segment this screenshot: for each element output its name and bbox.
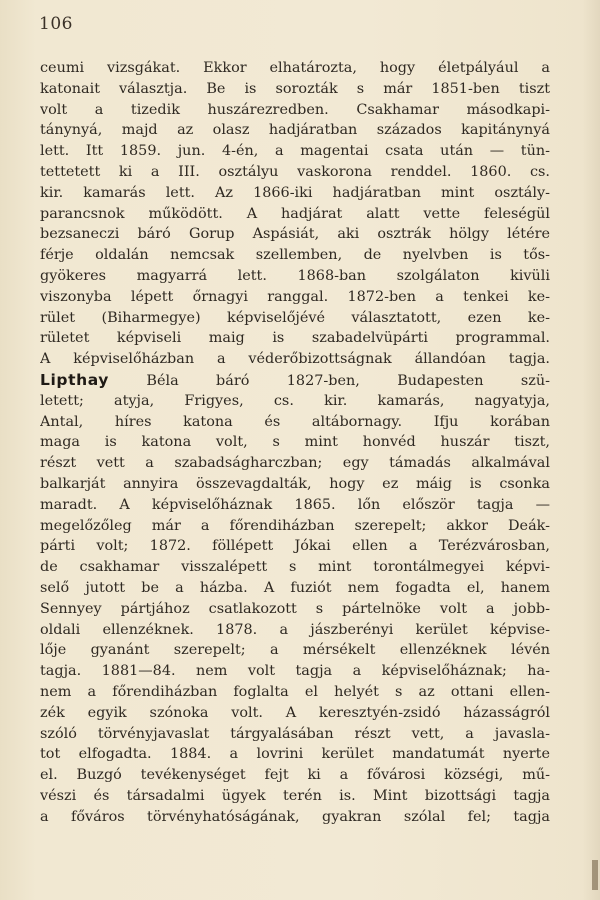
entry-name: Lipthay <box>40 370 110 389</box>
text-line: selő jutott be a házba. A fuziót nem fogadta el, hanem <box>40 579 550 596</box>
text-line: gyökeres magyarrá lett. 1868-ban szolgálaton kivüli <box>40 267 550 284</box>
text-line: A képviselőházban a véderőbizottságnak állandóan tagja. <box>40 351 550 368</box>
body-text <box>40 58 550 827</box>
text-line: oldali ellenzéknek. 1878. a jászberényi kerület képvise- <box>40 621 550 638</box>
text-line: rület (Biharmegye) képviselőjévé választatott, ezen ke- <box>40 309 550 326</box>
text-line: zék egyik szónoka volt. A keresztyén-zsidó házasságról <box>40 704 550 721</box>
text-line: parancsnok működött. A hadjárat alatt vette feleségül <box>40 205 550 222</box>
text-line: tettetett ki a III. osztályu vaskorona renddel. 1860. cs. <box>40 163 550 180</box>
text-line: el. Buzgó tevékenységet fejt ki a fővárosi községi, mű- <box>40 767 550 784</box>
text-line: férje oldalán nemcsak szellemben, de nyelvben is tős- <box>40 247 550 264</box>
text-line: tagja. 1881—84. nem volt tagja a képviselőháznak; ha- <box>40 663 550 680</box>
text-line: tánynyá, majd az olasz hadjáratban százados kapitánynyá <box>40 122 550 139</box>
text-line: vészi és társadalmi ügyek terén is. Mint bizottsági tagja <box>40 787 550 804</box>
entry-first-line-text: Béla báró 1827-ben, Budapesten szü- <box>109 372 550 389</box>
text-line: tot elfogadta. 1884. a lovrini kerület mandatumát nyerte <box>40 746 550 763</box>
text-line: lett. Itt 1859. jun. 4-én, a magentai csata után — tün- <box>40 143 550 160</box>
text-line: Antal, híres katona és altábornagy. Ifju korában <box>40 413 550 430</box>
text-line: lője gyanánt szerepelt; a mérsékelt ellenzéknek lévén <box>40 642 550 659</box>
binding-mark <box>592 860 598 890</box>
text-line: szóló törvényjavaslat tárgyalásában részt vett, a javasla- <box>40 725 550 742</box>
text-line: párti volt; 1872. föllépett Jókai ellen a Terézvárosban, <box>40 538 550 555</box>
text-line: Sennyey pártjához csatlakozott s pártelnöke volt a jobb- <box>40 600 550 617</box>
text-line: ceumi vizsgákat. Ekkor elhatározta, hogy életpályául a <box>40 60 550 76</box>
text-line: rületet képviseli maig is szabadelvüpárti programmal. <box>40 330 550 347</box>
page-edge-shadow <box>582 0 600 900</box>
text-line: megelőzőleg már a főrendiházban szerepelt; akkor Deák- <box>40 517 550 534</box>
text-line: katonait választja. Be is sorozták s már 1851-ben tiszt <box>40 80 550 97</box>
text-line: bezsaneczi báró Gorup Aspásiát, aki osztrák hölgy létére <box>40 226 550 243</box>
text-line: maga is katona volt, s mint honvéd huszár tiszt, <box>40 434 550 451</box>
text-line: kir. kamarás lett. Az 1866-iki hadjáratban mint osztály- <box>40 184 550 201</box>
text-line: nem a főrendiházban foglalta el helyét s az ottani ellen- <box>40 683 550 700</box>
text-line: viszonyba lépett őrnagyi ranggal. 1872-ben a tenkei ke- <box>40 288 550 305</box>
text-line: volt a tizedik huszárezredben. Csakhamar másodkapi- <box>40 101 550 118</box>
text-line: letett; atyja, Frigyes, cs. kir. kamarás, nagyatyja, <box>40 392 550 409</box>
entry-first-line <box>40 370 550 391</box>
text-line: de csakhamar visszalépett s mint torontálmegyei képvi- <box>40 559 550 576</box>
page-number: 106 <box>39 14 73 34</box>
text-line: balkarját annyira összevagdalták, hogy ez máig is csonka <box>40 475 550 492</box>
text-line: maradt. A képviselőháznak 1865. lőn először tagja — <box>40 496 550 513</box>
text-line: a főváros törvényhatóságának, gyakran szólal fel; tagja <box>40 808 550 825</box>
text-line: részt vett a szabadságharczban; egy támadás alkalmával <box>40 455 550 472</box>
